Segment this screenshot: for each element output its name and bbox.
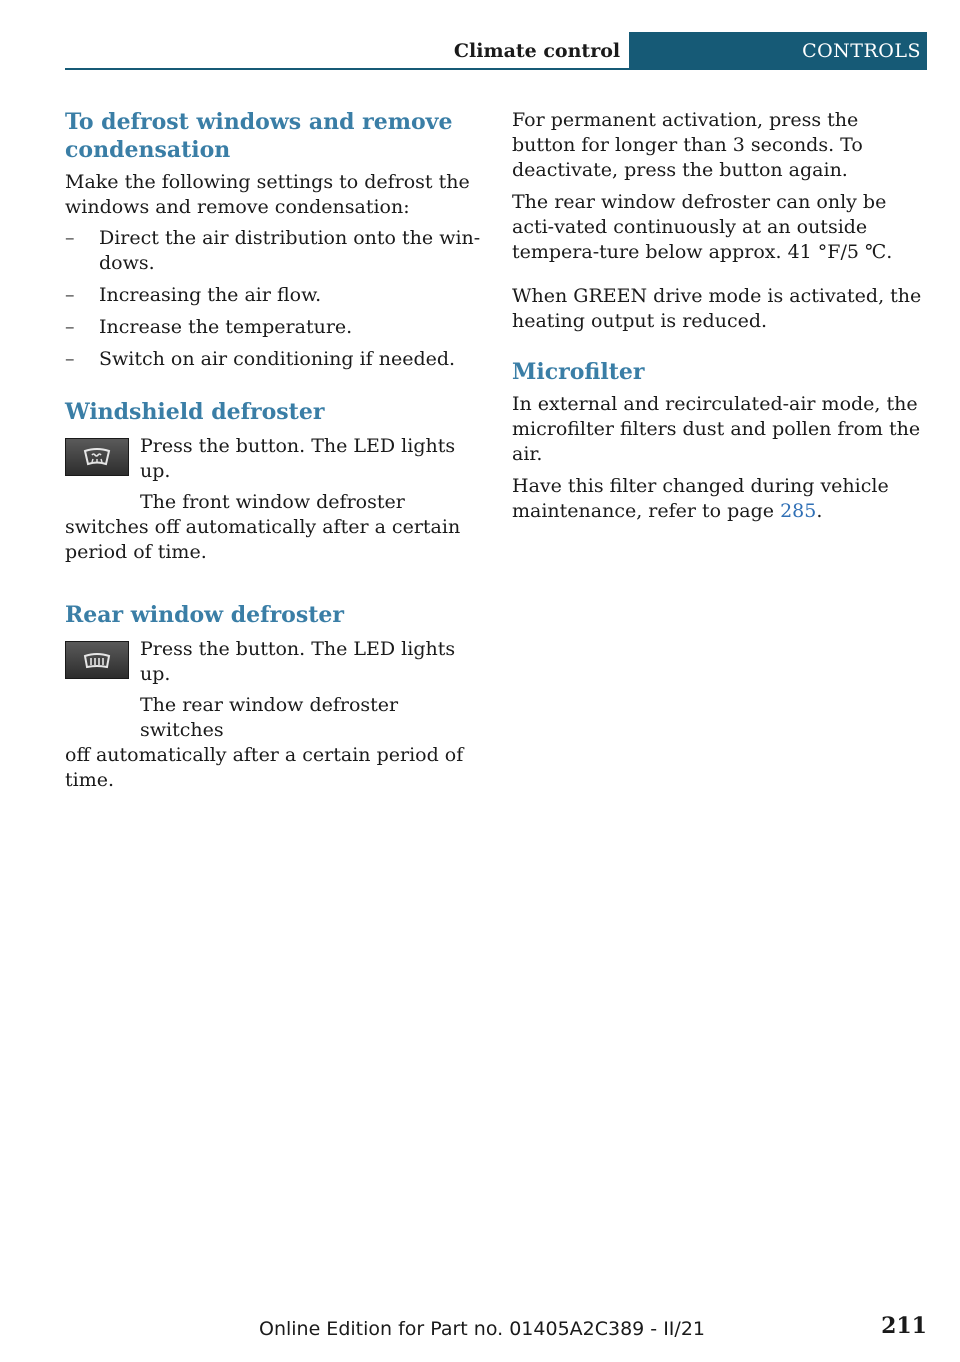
microfilter-paragraph: In external and recirculated-air mode, the microfilter filters dust and pollen from the air.: [512, 393, 921, 465]
windshield-defroster-icon: [65, 438, 129, 476]
right-column: [512, 108, 927, 524]
windshield-note-start: The front window defroster: [140, 491, 405, 513]
page-header: [65, 32, 927, 70]
windshield-instruction: Press the button. The LED lights up.: [140, 435, 456, 482]
maintenance-text: Have this filter changed during vehicle maintenance, refer to page: [512, 475, 889, 522]
continuous-activation-paragraph: The rear window defroster can only be acti‐vated continuously at an outside tempera‐ture below approx. 41 °F/5 ℃.: [512, 191, 893, 263]
defrost-steps: [65, 226, 485, 372]
rear-window-defroster-icon: [65, 641, 129, 679]
list-item: – Switch on air conditioning if needed.: [65, 347, 485, 372]
microfilter-heading: Microfilter: [512, 359, 645, 385]
rear-instruction: Press the button. The LED lights up.: [140, 638, 456, 685]
header-rule: [65, 68, 927, 70]
rear-button-row: [65, 637, 485, 743]
windshield-note: switches off automatically after a certain period of time.: [65, 516, 461, 563]
windshield-heading: Windshield defroster: [65, 399, 325, 425]
list-item: – Increase the temperature.: [65, 315, 485, 340]
rear-heading: Rear window defroster: [65, 602, 344, 628]
defrost-intro: Make the following settings to defrost the windows and remove condensation:: [65, 171, 470, 218]
rear-note: off automatically after a certain period of time.: [65, 744, 464, 791]
left-column: [65, 108, 485, 793]
header-section-title: Climate control: [453, 40, 621, 62]
microfilter-maintenance-paragraph: [512, 474, 927, 524]
header-chapter-title: CONTROLS: [629, 32, 927, 70]
defrost-heading: To defrost windows and remove condensation: [65, 109, 453, 163]
green-mode-paragraph: When GREEN drive mode is activated, the heating output is reduced.: [512, 285, 922, 332]
page-reference-link[interactable]: 285: [780, 500, 817, 522]
page-number: 211: [881, 1313, 927, 1339]
permanent-activation-paragraph: For permanent activation, press the button for longer than 3 seconds. To deactivate, press the button again.: [512, 109, 863, 181]
list-item: – Direct the air distribution onto the win‐dows.: [65, 226, 485, 276]
list-item: – Increasing the air flow.: [65, 283, 485, 308]
rear-note-start: The rear window defroster switches: [140, 694, 399, 741]
windshield-button-row: [65, 434, 485, 515]
maintenance-text-end: .: [816, 500, 823, 522]
footer-edition: Online Edition for Part no. 01405A2C389 - II/21: [258, 1318, 705, 1340]
